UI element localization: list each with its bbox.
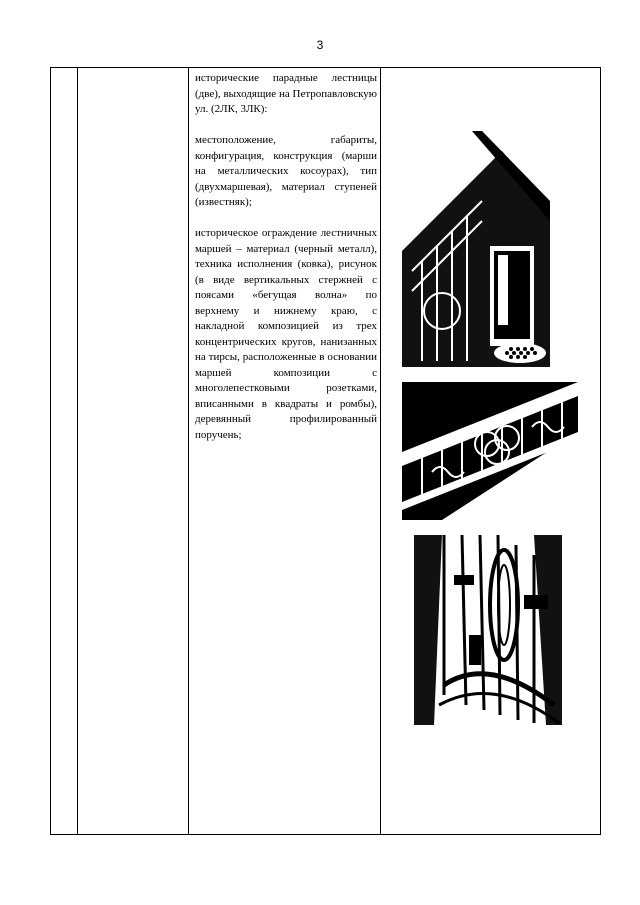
- stairwell-photo: [414, 535, 562, 725]
- paragraph-structure: местоположение, габариты, конфигурация, конструкция (марши на металлических косоурах), тип (двухмаршевая), материал ступеней (известняк);: [195, 134, 377, 208]
- staircase-photo: [402, 131, 550, 367]
- document-table: [50, 67, 601, 835]
- table-border-left: [50, 68, 51, 834]
- railing-photo: [402, 382, 578, 520]
- paragraph-railing: историческое ограждение лестничных маршей – материал (черный металл), техника исполнения (ковка), рисунок (в виде вертикальных стержней с поясами «бегущая волна» по верхнему и нижнему краю, с накладной композицией из трех концентрических кругов, нанизанных на тирсы, расположенные в основании маршей композиции с многолепестковыми розетками, вписанными в квадраты и ромбы), деревянный профилированный поручень;: [195, 227, 377, 441]
- description-cell: [195, 71, 377, 459]
- table-divider-1: [77, 68, 78, 834]
- table-divider-3: [380, 68, 381, 834]
- table-divider-2: [188, 68, 189, 834]
- table-border-right: [600, 68, 601, 834]
- page-number: 3: [316, 38, 324, 52]
- paragraph-stairs: исторические парадные лестницы (две), выходящие на Петропавловскую ул. (2ЛК, 3ЛК):: [195, 72, 377, 115]
